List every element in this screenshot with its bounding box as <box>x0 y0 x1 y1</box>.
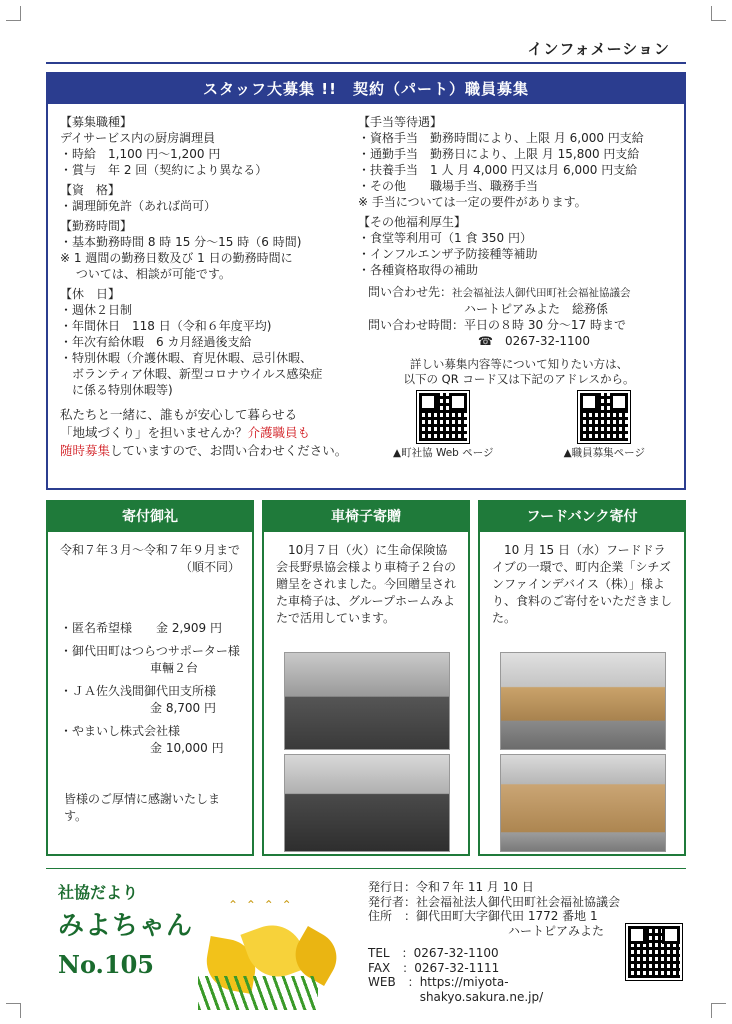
qualification-block <box>60 182 360 214</box>
block-line: ・賞与 年 2 回（契約により異なる） <box>60 163 268 177</box>
welfare-block <box>358 214 680 278</box>
section-label: インフォメーション <box>527 40 670 58</box>
details-line: 詳しい募集内容等について知りたい方は、 <box>409 357 629 371</box>
block-line: ・特別休暇（介護休暇、育児休暇、忌引休暇、 <box>60 351 313 365</box>
block-line: ・通勤手当 勤務日により、上限 月 15,800 円支給 <box>358 147 640 161</box>
crop-mark <box>6 6 21 21</box>
hours-block <box>60 218 360 282</box>
qr-code-icon[interactable] <box>578 391 630 443</box>
invite-line: 私たちと一緒に、誰もが安心して暮らせる <box>60 407 298 422</box>
crop-mark <box>711 6 726 21</box>
job-type-block <box>60 114 360 178</box>
donor-name: ・ＪＡ佐久浅間御代田支所様 <box>60 684 217 698</box>
details-note <box>358 357 680 387</box>
donation-period: 令和７年３月～令和７年９月まで <box>60 543 241 557</box>
block-line: ついては、相談が可能です。 <box>60 267 231 281</box>
donor-item <box>60 723 240 757</box>
donation-title: 寄付御礼 <box>48 502 252 532</box>
qr-code-icon[interactable] <box>626 924 682 980</box>
pub-label: WEB ： <box>368 975 420 989</box>
block-line: に係る特別休暇等) <box>60 383 173 397</box>
block-heading: 【その他福利厚生】 <box>358 215 467 229</box>
crop-mark <box>711 1003 726 1018</box>
pub-date: 令和７年 11 月 10 日 <box>416 880 534 894</box>
publication-info <box>368 880 628 1004</box>
donor-amount: 金 10,000 円 <box>150 741 224 755</box>
block-line: ・基本勤務時間 8 時 15 分～15 時（6 時間) <box>60 235 302 249</box>
block-line: ・各種資格取得の補助 <box>358 263 479 277</box>
crop-mark <box>6 1003 21 1018</box>
contact-org: 社会福祉法人御代田町社会福祉協議会 <box>452 287 631 299</box>
block-line: ・食堂等利用可（1 食 350 円） <box>358 231 532 245</box>
pub-label: 発行者： <box>368 894 417 909</box>
section-rule <box>46 62 686 64</box>
issue-number: No.105 <box>58 950 154 979</box>
logo-subtitle: 社協だより <box>58 883 139 902</box>
ceremony-photo <box>284 652 450 750</box>
block-line: ・調理師免許（あれば尚可） <box>60 199 217 213</box>
block-line: ・インフルエンザ予防接種等補助 <box>358 247 538 261</box>
contact-hours: 問い合わせ時間：平日の８時 30 分～17 時まで <box>368 318 626 332</box>
invite-highlight: 随時募集 <box>60 443 111 458</box>
donor-item <box>60 643 240 677</box>
pub-building: ハートピアみよた <box>508 923 605 938</box>
pub-label: 発行日： <box>368 880 417 894</box>
allowance-block <box>358 114 680 210</box>
donor-amount: 金 8,700 円 <box>150 701 216 715</box>
pub-web-link[interactable]: https://miyota-shakyo.sakura.ne.jp/ <box>419 975 544 1004</box>
wheelchair-title: 車椅子寄贈 <box>264 502 468 532</box>
foodbank-title: フードバンク寄付 <box>480 502 684 532</box>
foodbank-panel <box>478 500 686 856</box>
recruit-box <box>46 72 686 490</box>
wheelchair-panel <box>262 500 470 856</box>
wheelchair-text: 10月７日（火）に生命保険協会長野県協会様より車椅子２台の贈呈をされました。今回贈呈された車椅子は、グループホームみよたで活用しています。 <box>276 543 457 625</box>
block-line: ※ 1 週間の勤務日数及び 1 日の勤務時間に <box>60 251 293 265</box>
pub-fax: 0267-32-1111 <box>414 960 500 975</box>
contact-dept: ハートピアみよた 総務係 <box>464 302 609 316</box>
donor-name: ・御代田町はつらつサポーター様 <box>60 644 240 658</box>
holiday-block <box>60 286 360 398</box>
details-line: 以下の QR コード又は下記のアドレスから。 <box>403 372 635 386</box>
food-boxes-photo <box>500 652 666 750</box>
logo-title: みよちゃん <box>58 911 194 941</box>
block-line: ・年間休日 118 日（令和６年度平均) <box>60 319 272 333</box>
recruit-left-column <box>60 114 360 460</box>
invite-highlight: 介護職員も <box>247 425 311 440</box>
pub-label: TEL ： <box>368 946 414 960</box>
pub-tel: 0267-32-1100 <box>413 946 499 960</box>
grass-icon <box>198 976 318 1010</box>
block-line: ・その他 職場手当、職務手当 <box>358 179 539 193</box>
donor-item <box>60 620 240 637</box>
recruit-right-column <box>358 114 680 461</box>
newsletter-logo <box>58 880 358 1010</box>
block-line: ・年次有給休暇 6 カ月経過後支給 <box>60 335 252 349</box>
contact-tel: ☎ 0267-32-1100 <box>478 334 590 348</box>
donor-item <box>60 683 240 717</box>
block-line: ・週休２日制 <box>60 303 133 317</box>
donation-panel <box>46 500 254 856</box>
block-line: ※ 手当については一定の要件があります。 <box>358 195 587 209</box>
block-heading: 【資 格】 <box>60 183 121 197</box>
contact-info <box>358 284 680 349</box>
qr-code-icon[interactable] <box>417 391 469 443</box>
donor-name: ・匿名希望様 金 2,909 円 <box>60 621 222 635</box>
pub-label: 住所 ： <box>368 909 417 923</box>
qr-label: ▲町社協 Web ページ <box>393 447 494 459</box>
thanks-message: 皆様のご厚情に感謝いたします。 <box>64 792 221 823</box>
qr-recruit[interactable] <box>564 391 645 461</box>
block-heading: 【勤務時間】 <box>60 219 133 233</box>
donor-name: ・やまいし株式会社様 <box>60 724 181 738</box>
qr-label: ▲職員募集ページ <box>563 447 645 459</box>
block-line: ・扶養手当 1 人 月 4,000 円又は月 6,000 円支給 <box>358 163 638 177</box>
block-heading: 【募集職種】 <box>60 115 133 129</box>
qr-web[interactable] <box>393 391 493 461</box>
block-heading: 【休 日】 <box>60 287 121 301</box>
pub-publisher: 社会福祉法人御代田町社会福祉協議会 <box>416 894 621 909</box>
recruit-title: スタッフ大募集 !! 契約（パート）職員募集 <box>48 74 684 104</box>
invite-line: 「地域づくり」を担いませんか？ <box>60 425 248 440</box>
qr-row <box>358 391 680 461</box>
pub-address: 御代田町大字御代田 1772 番地 1 <box>416 909 598 923</box>
donation-order-note: （順不同） <box>179 560 240 574</box>
invite-line: していますので、お問い合わせください。 <box>110 443 348 458</box>
foodbank-text: 10 月 15 日（水）フードドライブの一環で、町内企業「シチズンファインデバイス（株）」様より、食料のご寄付をいただきました。 <box>492 543 673 625</box>
group-photo <box>284 754 450 852</box>
block-heading: 【手当等待遇】 <box>358 115 443 129</box>
donor-amount: 車輛２台 <box>150 661 199 675</box>
block-line: デイサービス内の厨房調理員 <box>60 131 216 145</box>
block-line: ・時給 1,100 円～1,200 円 <box>60 147 221 161</box>
pub-label: FAX ： <box>368 960 415 975</box>
birds-icon: ⌃ ⌃ ⌃ ⌃ <box>228 898 294 912</box>
footer-rule <box>46 868 686 869</box>
block-line: ・資格手当 勤務時間により、上限 月 6,000 円支給 <box>358 131 644 145</box>
invite-message <box>60 406 360 460</box>
block-line: ボランティア休暇、新型コロナウイルス感染症 <box>60 367 323 381</box>
food-stack-photo <box>500 754 666 852</box>
contact-label: 問い合わせ先： <box>368 285 453 299</box>
